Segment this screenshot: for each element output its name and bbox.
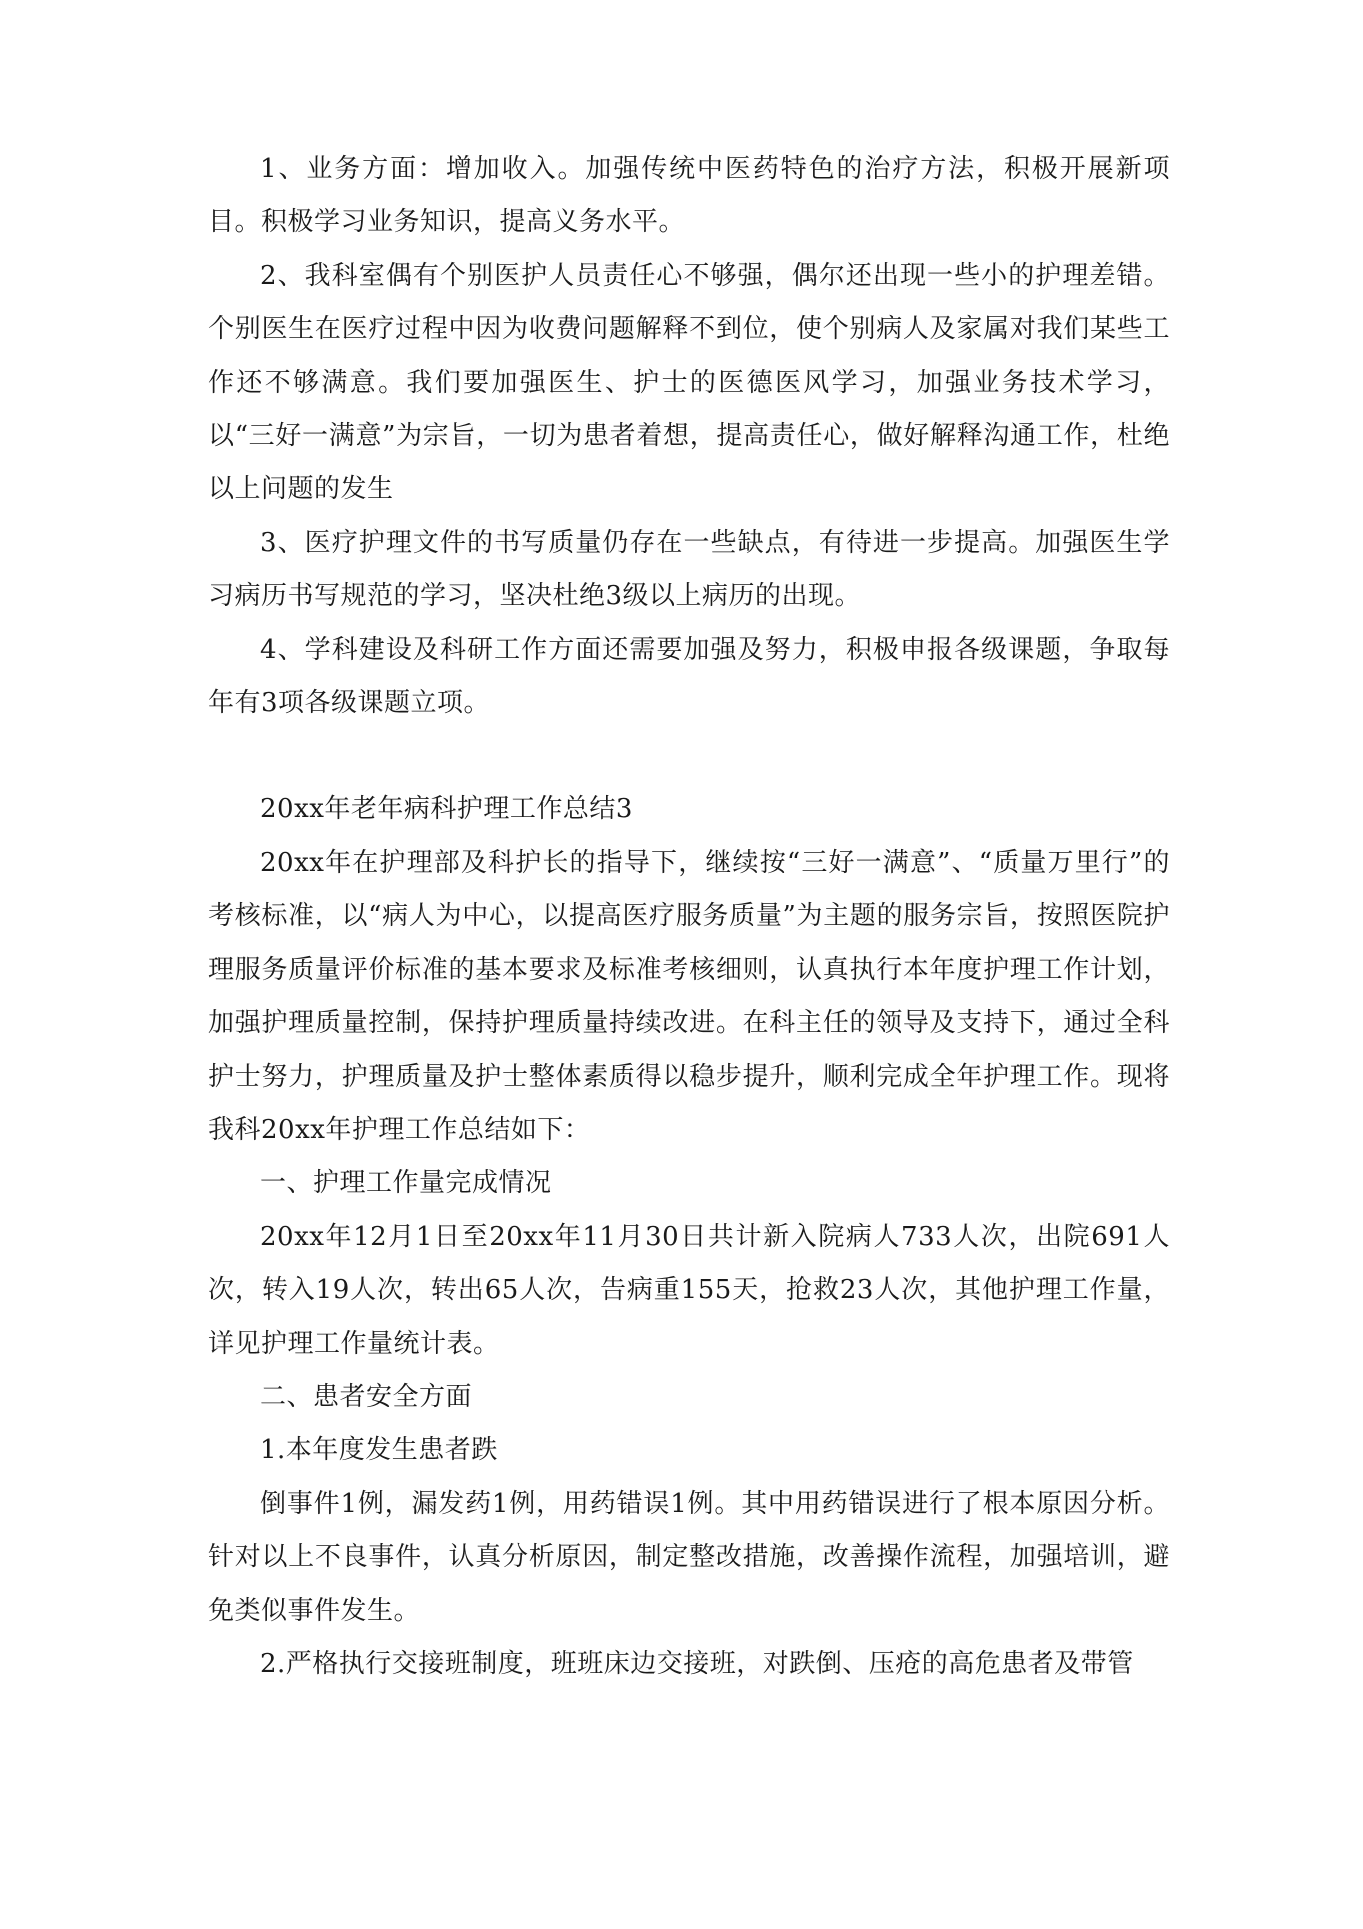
section-title: 20xx年老年病科护理工作总结3 [260, 794, 633, 825]
paragraph: 2、我科室偶有个别医护人员责任心不够强，偶尔还出现一些小的护理差错。个别医生在医疗过程中因为收费问题解释不到位，使个别病人及家属对我们某些工作还不够满意。我们要加强医生、护士的医德医风学习，加强业务技术学习，以“三好一满意”为宗旨，一切为患者着想，提高责任心，做好解释沟通工作，杜绝以上问题的发生 [208, 260, 1170, 505]
paragraph: 1.本年度发生患者跌 [260, 1435, 498, 1466]
paragraph: 倒事件1例，漏发药1例，用药错误1例。其中用药错误进行了根本原因分析。针对以上不良事件，认真分析原因，制定整改措施，改善操作流程，加强培训，避免类似事件发生。 [208, 1488, 1170, 1626]
paragraph: 1、业务方面：增加收入。加强传统中医药特色的治疗方法，积极开展新项目。积极学习业务知识，提高义务水平。 [208, 154, 1170, 238]
section-heading: 二、患者安全方面 [260, 1381, 473, 1412]
paragraph: 3、医疗护理文件的书写质量仍存在一些缺点，有待进一步提高。加强医生学习病历书写规范的学习，坚决杜绝3级以上病历的出现。 [208, 527, 1170, 612]
section-spacer [208, 730, 1170, 783]
paragraph: 20xx年在护理部及科护长的指导下，继续按“三好一满意”、“质量万里行”的考核标准，以“病人为中心，以提高医疗服务质量”为主题的服务宗旨，按照医院护理服务质量评价标准的基本要求及标准考核细则，认真执行本年度护理工作计划，加强护理质量控制，保持护理质量持续改进。在科主任的领导及支持下，通过全科护士努力，护理质量及护士整体素质得以稳步提升，顺利完成全年护理工作。现将我科20xx年护理工作总结如下： [208, 847, 1170, 1145]
section-heading: 一、护理工作量完成情况 [260, 1168, 552, 1199]
paragraph: 4、学科建设及科研工作方面还需要加强及努力，积极申报各级课题，争取每年有3项各级课题立项。 [208, 634, 1170, 719]
document-body [208, 143, 1170, 1691]
paragraph: 2.严格执行交接班制度，班班床边交接班，对跌倒、压疮的高危患者及带管 [260, 1648, 1134, 1679]
paragraph: 20xx年12月1日至20xx年11月30日共计新入院病人733人次，出院691人次，转入19人次，转出65人次，告病重155天，抢救23人次，其他护理工作量，详见护理工作量统计表。 [208, 1221, 1170, 1359]
